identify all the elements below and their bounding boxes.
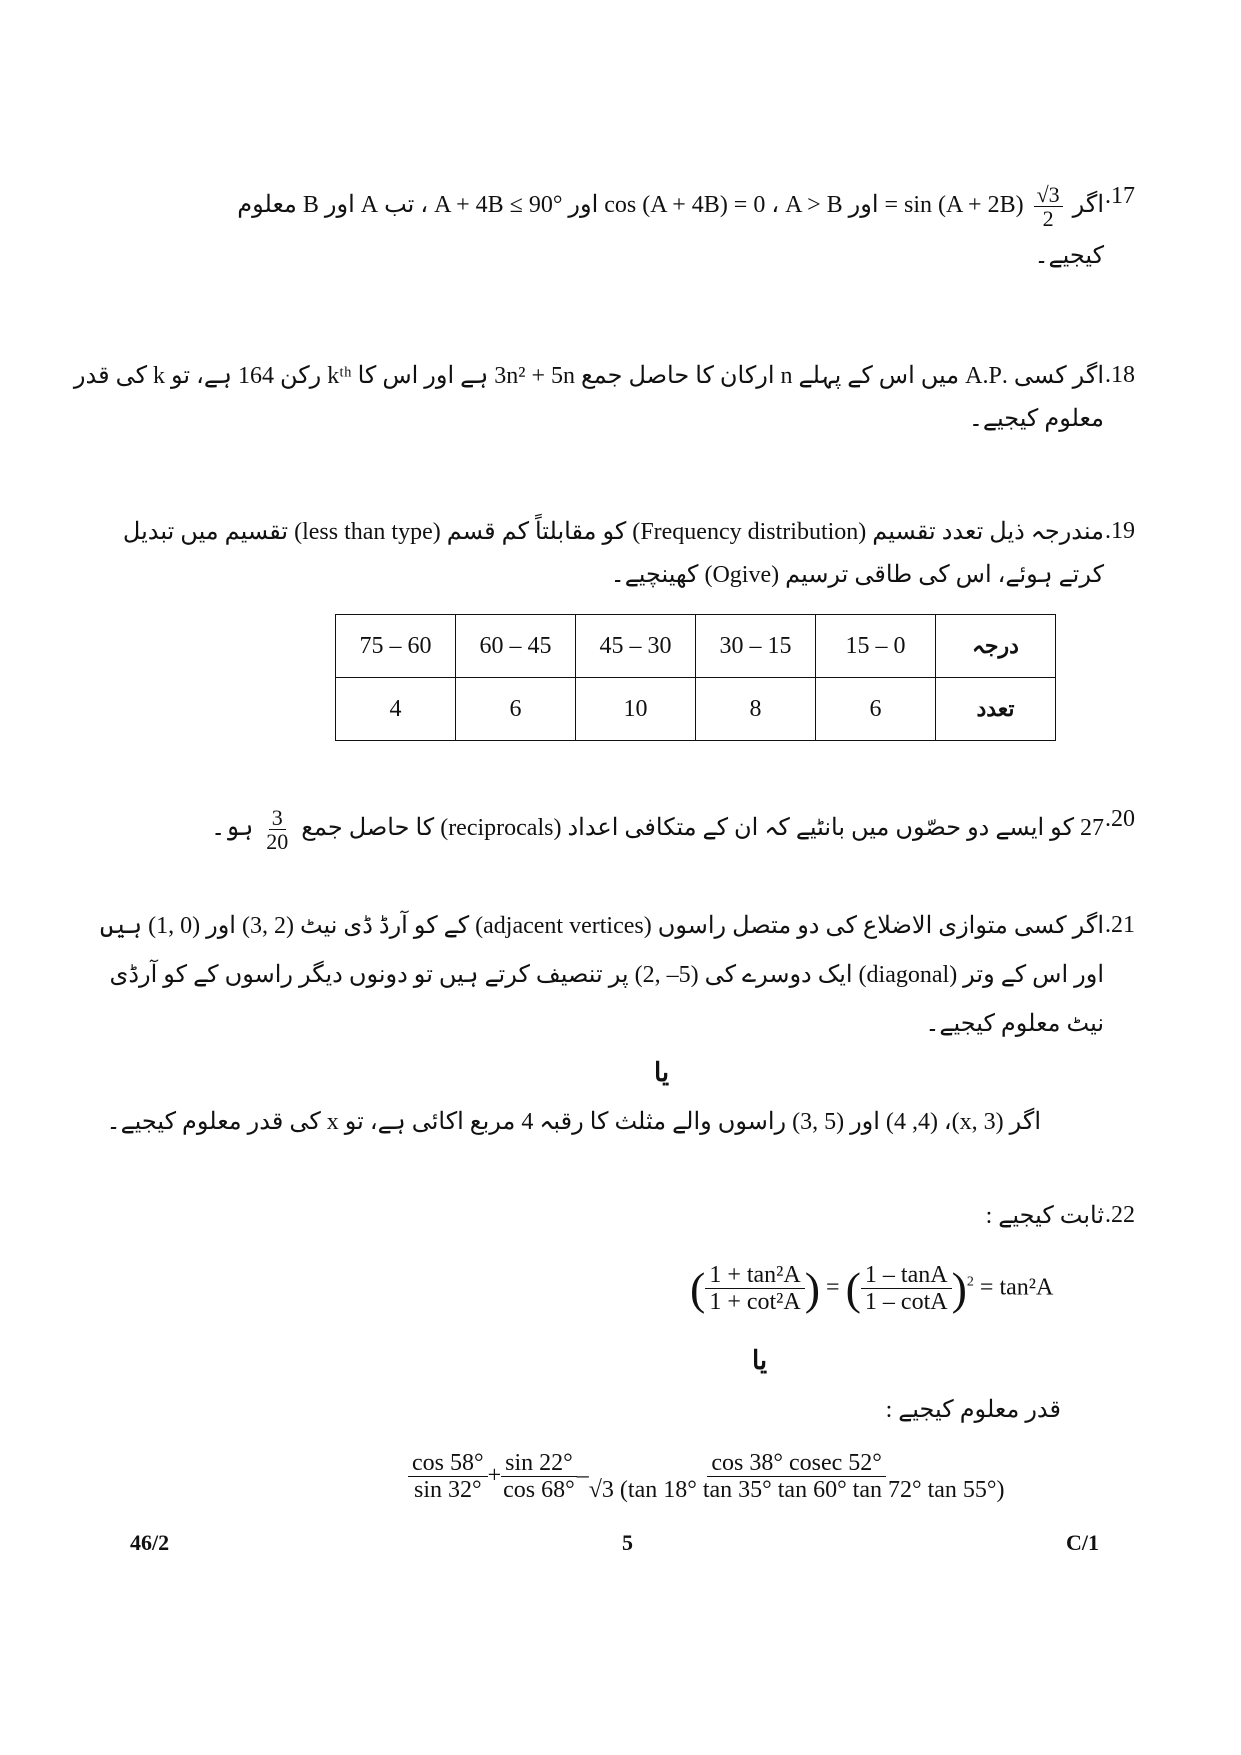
question-text: مندرجہ ذیل تعدد تقسیم (Frequency distribution) کو مقابلتاً کم قسم (less than type) تقسیم میں تبدیل xyxy=(122,519,1104,545)
question-20 xyxy=(204,805,1135,855)
question-22 xyxy=(204,1202,1135,1231)
fraction: $\frac{3}{20}$ xyxy=(266,805,289,855)
question-19 xyxy=(122,518,1135,590)
question-text: اگر کسی .A.P میں اس کے پہلے n ارکان کا حاصل جمع 3n² + 5n ہے اور اس کا kᵗʰ رکن 164 ہے، تو k کی قدر xyxy=(73,363,1104,389)
frequency-table xyxy=(335,614,1056,741)
question-22-alt xyxy=(161,1396,1061,1425)
table-cell: 15 – 30 xyxy=(696,615,816,678)
evaluate-expression: $\frac{\cos 58^\circ}{\sin 32^\circ}$ + $\frac{\sin 22^\circ}{\cos 68^\circ}$ – $\frac{\cos 38^\circ cosec 52^\circ}{√3 (\tan 18^\circ \tan 35^\circ \tan 60^\circ \tan 72^\circ \tan 55^\circ)}$ xyxy=(408,1450,1005,1504)
question-number: .19 xyxy=(1105,518,1135,544)
question-text: قدر معلوم کیجیے : xyxy=(885,1397,1061,1423)
question-21-alt xyxy=(106,1108,1041,1137)
question-text: ثابت کیجیے : xyxy=(985,1203,1104,1229)
table-row xyxy=(336,615,1056,678)
table-row xyxy=(336,678,1056,741)
or-label: یا xyxy=(654,1058,670,1087)
table-cell: 10 xyxy=(576,678,696,741)
question-21 xyxy=(99,912,1135,1038)
row-header-frequency: تعدد xyxy=(936,678,1056,741)
table-cell: 0 – 15 xyxy=(816,615,936,678)
table-cell: 4 xyxy=(336,678,456,741)
question-number: .22 xyxy=(1105,1202,1135,1228)
fraction: $\frac{√3}{2}$ xyxy=(1034,183,1063,230)
question-text-cont: کرتے ہوئے، اس کی طاقی ترسیم (Ogive) کھینچیے۔ xyxy=(610,561,1104,588)
set-code: C/1 xyxy=(1066,1530,1099,1555)
question-text: اگر $\frac{√3}{2}$ sin (A + 2B) = اور cos (A + 4B) = 0 ، A > B اور A + 4B ≤ 90° ، تب A اور B معلوم xyxy=(237,182,1104,232)
question-17 xyxy=(204,182,1135,271)
table-cell: 8 xyxy=(696,678,816,741)
question-18 xyxy=(73,362,1135,434)
question-text-cont: نیٹ معلوم کیجیے۔ xyxy=(925,1010,1104,1037)
identity-equation: ( $\frac{\text{1 + tan²A}}{\text{1 + cot²A}}$ ) = ( $\frac{1 - \tan A}{1 - \cot A}$ )$^2$ = tan²A xyxy=(690,1262,1054,1316)
question-text-cont: معلوم کیجیے۔ xyxy=(968,405,1104,432)
question-text: اگر کسی متوازی الاضلاع کی دو متصل راسوں (adjacent vertices) کے کو آرڈ ڈی نیٹ (2 ,3) اور (0 ,1) ہیں xyxy=(99,913,1104,939)
question-number: .18 xyxy=(1105,362,1135,388)
question-number: .21 xyxy=(1105,912,1135,938)
page-number: 5 xyxy=(622,1530,633,1555)
question-text: اگر (x, 3)، (4 ,4) اور (5 ,3) راسوں والے مثلث کا رقبہ 4 مربع اکائی ہے، تو x کی قدر معلوم کیجیے۔ xyxy=(106,1109,1041,1135)
paper-code: 46/2 xyxy=(130,1530,170,1555)
table-cell: 30 – 45 xyxy=(576,615,696,678)
or-label: یا xyxy=(752,1346,768,1375)
question-text-cont: کیجیے۔ xyxy=(1034,243,1104,270)
row-header-class: درجہ xyxy=(936,615,1056,678)
table-cell: 60 – 75 xyxy=(336,615,456,678)
question-text: 27 کو ایسے دو حصّوں میں بانٹیے کہ ان کے متکافی اعداد (reciprocals) کا حاصل جمع $\frac{3}{20}$ ہو۔ xyxy=(211,805,1104,855)
question-number: .17 xyxy=(1105,183,1135,209)
table-cell: 6 xyxy=(456,678,576,741)
table-cell: 45 – 60 xyxy=(456,615,576,678)
question-text-cont: اور اس کے وتر (diagonal) ایک دوسرے کی (5– ,2) پر تنصیف کرتے ہیں تو دونوں دیگر راسوں کے کو آرڈی xyxy=(109,961,1104,988)
table-cell: 6 xyxy=(816,678,936,741)
question-number: .20 xyxy=(1105,806,1135,832)
